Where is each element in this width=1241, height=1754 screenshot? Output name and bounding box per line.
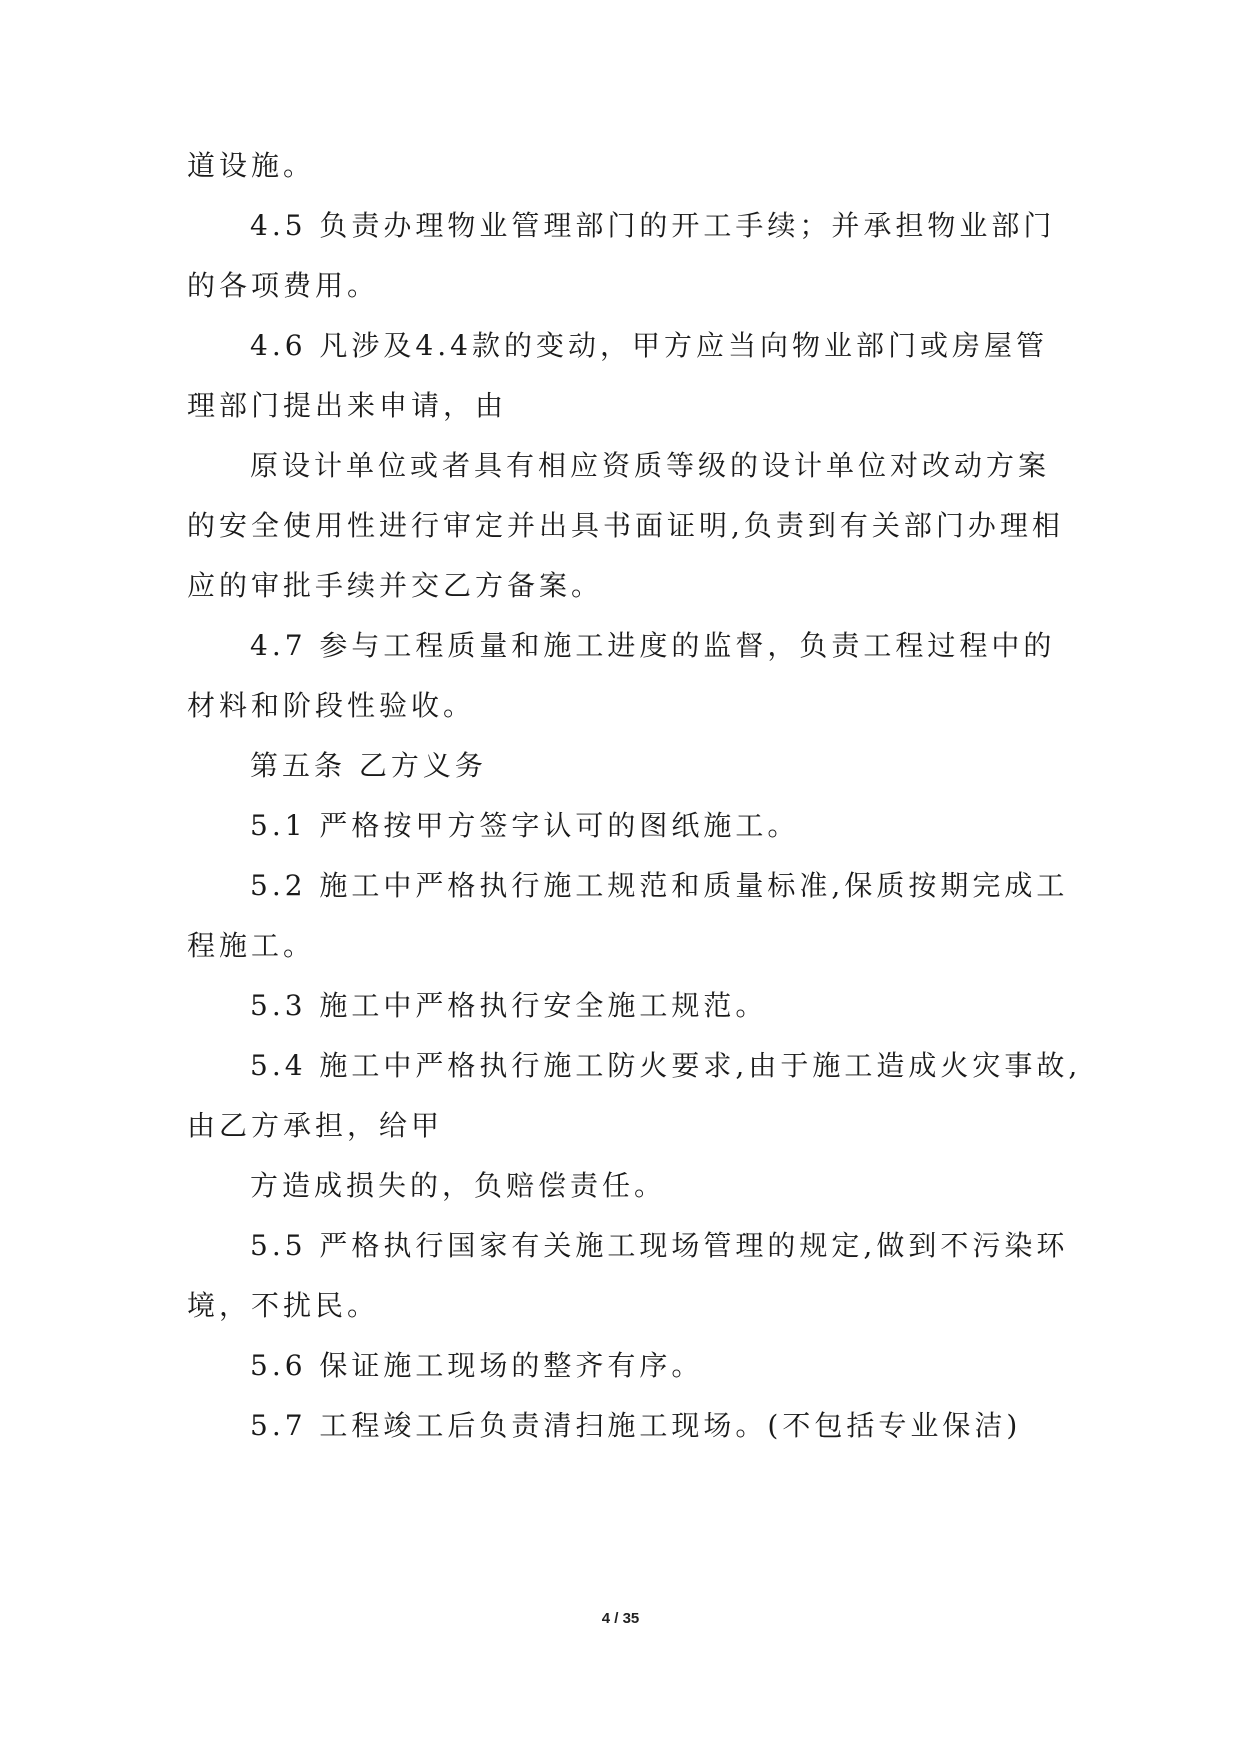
section-heading: 第五条 乙方义务 (250, 749, 487, 782)
text-line: 5.7 工程竣工后负责清扫施工现场。(不包括专业保洁) (250, 1409, 1022, 1442)
text-line: 5.3 施工中严格执行安全施工规范。 (250, 989, 768, 1022)
text-line: 的各项费用。 (187, 269, 380, 302)
text-line: 应的审批手续并交乙方备案。 (187, 569, 604, 602)
text-line: 4.6 凡涉及4.4款的变动，甲方应当向物业部门或房屋管 (250, 329, 1048, 362)
text-line: 境，不扰民。 (187, 1289, 380, 1322)
page-number: 4 / 35 (601, 1610, 640, 1627)
text-line: 5.5 严格执行国家有关施工现场管理的规定,做到不污染环 (250, 1229, 1069, 1262)
text-line: 5.1 严格按甲方签字认可的图纸施工。 (250, 809, 800, 842)
text-line: 方造成损失的，负赔偿责任。 (250, 1169, 667, 1202)
text-line: 由乙方承担，给甲 (187, 1109, 444, 1142)
text-line: 4.5 负责办理物业管理部门的开工手续；并承担物业部门 (250, 209, 1056, 242)
text-line: 5.6 保证施工现场的整齐有序。 (250, 1349, 704, 1382)
text-line: 的安全使用性进行审定并出具书面证明,负责到有关部门办理相 (187, 509, 1064, 542)
text-line: 程施工。 (187, 929, 316, 962)
text-line: 5.4 施工中严格执行施工防火要求,由于施工造成火灾事故, (250, 1049, 1082, 1082)
text-line: 材料和阶段性验收。 (187, 689, 476, 722)
text-line: 道设施。 (187, 149, 316, 182)
text-line: 原设计单位或者具有相应资质等级的设计单位对改动方案 (250, 449, 1051, 482)
text-line: 4.7 参与工程质量和施工进度的监督，负责工程过程中的 (250, 629, 1056, 662)
text-line: 理部门提出来申请，由 (187, 389, 508, 422)
text-line: 5.2 施工中严格执行施工规范和质量标准,保质按期完成工 (250, 869, 1069, 902)
